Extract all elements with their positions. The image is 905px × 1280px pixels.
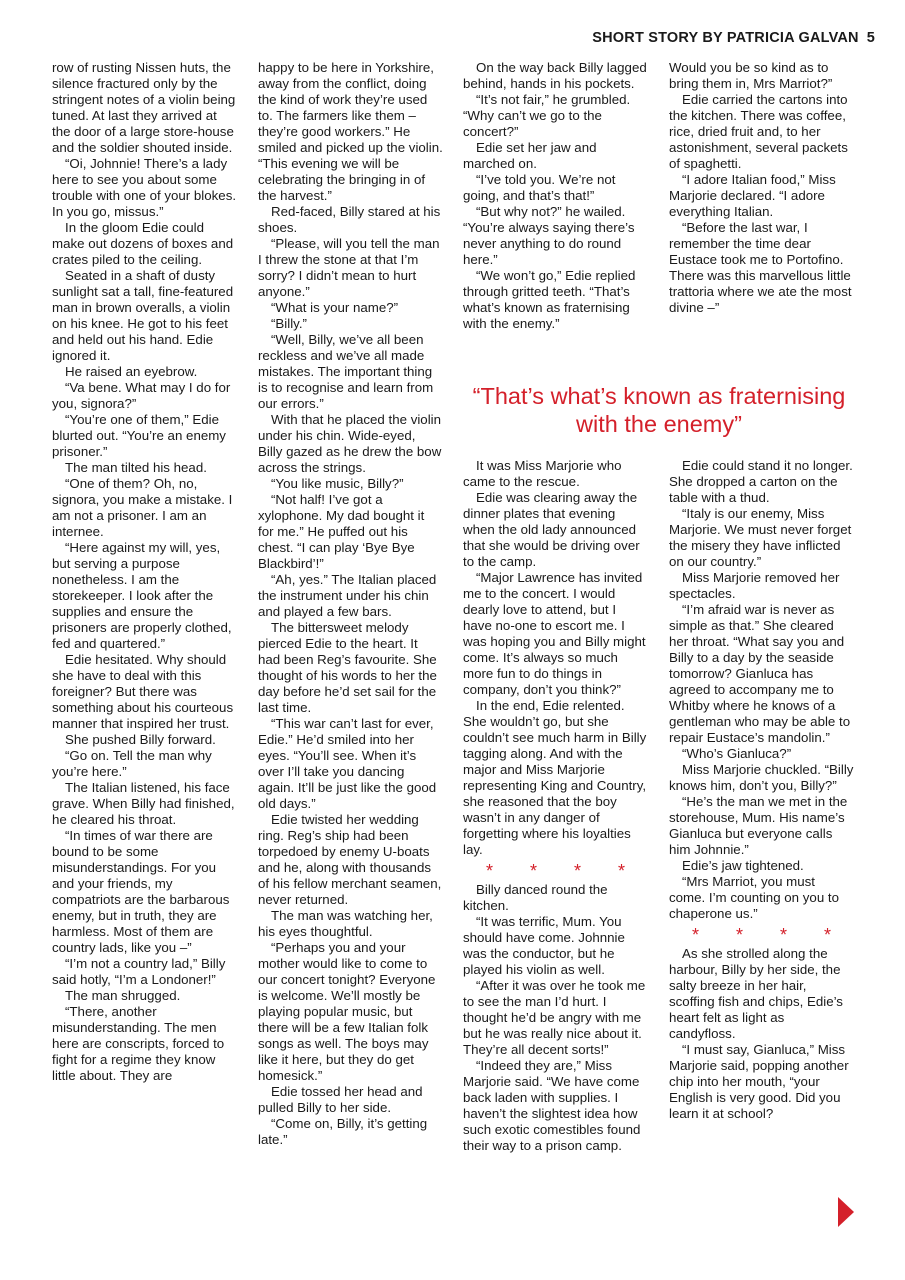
- section-break-stars: * * * *: [485, 861, 642, 881]
- paragraph: “Mrs Marriot, you must come. I’m counting on you to chaperone us.”: [669, 874, 839, 921]
- paragraph: “You’re one of them,” Edie blurted out. “You’re an enemy prisoner.”: [52, 412, 226, 459]
- paragraph: The bittersweet melody pierced Edie to the heart. It had been Reg’s favourite. She thought of his words to her the day before he’d set sail for the last time.: [258, 620, 437, 715]
- column-1: [52, 60, 237, 1084]
- paragraph: “He’s the man we met in the storehouse, Mum. His name’s Gianluca but everyone calls him Johnnie.”: [669, 794, 848, 857]
- paragraph: “Italy is our enemy, Miss Marjorie. We must never forget the misery they have inflicted on our country.”: [669, 506, 852, 569]
- paragraph: row of rusting Nissen huts, the silence fractured only by the stringent notes of a violin being tuned. At last they arrived at the door of a large store-house and the soldier shouted inside.: [52, 60, 236, 155]
- paragraph: Edie could stand it no longer. She dropped a carton on the table with a thud.: [669, 458, 853, 505]
- paragraph: Edie was clearing away the dinner plates that evening when the old lady announced that she would be driving over to the camp.: [463, 490, 640, 569]
- paragraph: “Oi, Johnnie! There’s a lady here to see you about some trouble with one of your blokes. In you go, missus.”: [52, 156, 237, 219]
- paragraph: “I’m afraid war is never as simple as that.” She cleared her throat. “What say you and Billy to a day by the seaside tomorrow? Gianluca has agreed to accompany me to Whitby where he knows of a gentleman who may be able to repair Eustace’s mandolin.”: [669, 602, 851, 745]
- paragraph: happy to be here in Yorkshire, away from the conflict, doing the kind of work they’re used to. The farmers like them – they’re good workers.” He smiled and picked up the violin. “This evening we will be celebrating the bringing in of the harvest.”: [258, 60, 443, 203]
- paragraph: Would you be so kind as to bring them in, Mrs Marriot?”: [669, 60, 833, 91]
- paragraph: She pushed Billy forward.: [65, 732, 216, 747]
- paragraph: On the way back Billy lagged behind, hands in his pockets.: [463, 60, 647, 91]
- paragraph: Edie hesitated. Why should she have to deal with this foreigner? But there was something about his courteous manner that inspired her trust.: [52, 652, 234, 731]
- paragraph: “I’m not a country lad,” Billy said hotly, “I’m a Londoner!”: [52, 956, 226, 987]
- paragraph: “In times of war there are bound to be some misunderstandings. For you and your friends, my compatriots are the barbarous enemy, but in truth, they are harmless. Most of them are country lads, like you –”: [52, 828, 230, 955]
- paragraph: “Va bene. What may I do for you, signora?”: [52, 380, 231, 411]
- paragraph: “Billy.”: [271, 316, 307, 331]
- paragraph: “Ah, yes.” The Italian placed the instrument under his chin and played a few bars.: [258, 572, 437, 619]
- paragraph: Miss Marjorie removed her spectacles.: [669, 570, 840, 601]
- paragraph: “We won’t go,” Edie replied through gritted teeth. “That’s what’s known as fraternising with the enemy.”: [463, 268, 636, 331]
- paragraph: The man shrugged.: [65, 988, 181, 1003]
- paragraph: “Here against my will, yes, but serving a purpose nonetheless. I am the storekeeper. I look after the supplies and ensure the prisoners are properly clothed, fed and quartered.”: [52, 540, 232, 651]
- paragraph: “Please, will you tell the man I threw the stone at that I’m sorry? I didn’t mean to hurt anyone.”: [258, 236, 440, 299]
- column-4: [669, 60, 854, 316]
- paragraph: Edie carried the cartons into the kitchen. There was coffee, rice, dried fruit and, to her astonishment, several packets of spaghetti.: [669, 92, 848, 171]
- paragraph: “It’s not fair,” he grumbled. “Why can’t we go to the concert?”: [463, 92, 631, 139]
- column-6: [669, 458, 854, 1122]
- paragraph: Edie’s jaw tightened.: [682, 858, 804, 873]
- pull-quote: “That’s what’s known as fraternising with the enemy”: [472, 383, 846, 437]
- paragraph: “I’ve told you. We’re not going, and that’s that!”: [463, 172, 616, 203]
- column-3: [463, 60, 648, 332]
- paragraph: “Who’s Gianluca?”: [682, 746, 792, 761]
- paragraph: In the end, Edie relented. She wouldn’t go, but she couldn’t see much harm in Billy tagging along. And with the major and Miss Marjorie representing King and Country, she reasoned that the boy wasn’t in any danger of forgetting where his loyalties lay.: [463, 698, 647, 857]
- page-number: 5: [866, 30, 875, 46]
- paragraph: “But why not?” he wailed. “You’re always saying there’s never anything to do round here.”: [463, 204, 635, 267]
- paragraph: Miss Marjorie chuckled. “Billy knows him, don’t you, Billy?”: [669, 762, 854, 793]
- paragraph: “After it was over he took me to see the man I’d hurt. I thought he’d be angry with me but he was really nice about it. They’re all decent sorts!”: [463, 978, 646, 1057]
- paragraph: “I adore Italian food,” Miss Marjorie declared. “I adore everything Italian.: [669, 172, 836, 219]
- paragraph: Edie tossed her head and pulled Billy to her side.: [258, 1084, 423, 1115]
- paragraph: “Before the last war, I remember the time dear Eustace took me to Portofino. There was this marvellous little trattoria where we ate the most divine –”: [669, 220, 852, 315]
- paragraph: “Not half! I’ve got a xylophone. My dad bought it for me.” He puffed out his chest. “I can play ‘Bye Bye Blackbird’!”: [258, 492, 425, 571]
- paragraph: Edie twisted her wedding ring. Reg’s ship had been torpedoed by enemy U-boats and he, along with thousands of his fellow merchant seamen, never returned.: [258, 812, 442, 907]
- paragraph: “One of them? Oh, no, signora, you make a mistake. I am not a prisoner. I am an internee.: [52, 476, 233, 539]
- paragraph: Edie set her jaw and marched on.: [463, 140, 597, 171]
- paragraph: The Italian listened, his face grave. When Billy had finished, he cleared his throat.: [52, 780, 235, 827]
- paragraph: “What is your name?”: [271, 300, 399, 315]
- paragraph: Seated in a shaft of dusty sunlight sat a tall, fine-featured man in brown overalls, a violin on his knee. He got to his feet and held out his hand. Edie ignored it.: [52, 268, 234, 363]
- paragraph: “Major Lawrence has invited me to the concert. I would dearly love to attend, but I have no-one to escort me. I was hoping you and Billy might come. It’s always so much more fun to do things in company, don’t you think?”: [463, 570, 646, 697]
- paragraph: “It was terrific, Mum. You should have come. Johnnie was the conductor, but he played his violin as well.: [463, 914, 625, 977]
- paragraph: Billy danced round the kitchen.: [463, 882, 608, 913]
- paragraph: “Perhaps you and your mother would like to come to our concert tonight? Everyone is welcome. We’ll mostly be playing popular music, but there will be a few Italian folk songs as well. The boys may like it here, but they do get homesick.”: [258, 940, 436, 1083]
- section-break-stars: * * * *: [691, 925, 848, 945]
- paragraph: “Come on, Billy, it’s getting late.”: [258, 1116, 428, 1147]
- paragraph: “There, another misunderstanding. The men here are conscripts, forced to fight for a regime they know little about. They are: [52, 1004, 225, 1083]
- paragraph: The man tilted his head.: [65, 460, 207, 475]
- paragraph: Red-faced, Billy stared at his shoes.: [258, 204, 441, 235]
- continue-arrow-icon: [838, 1197, 854, 1227]
- paragraph: “You like music, Billy?”: [271, 476, 404, 491]
- story-byline: SHORT STORY BY PATRICIA GALVAN: [592, 30, 859, 46]
- paragraph: “Go on. Tell the man why you’re here.”: [52, 748, 212, 779]
- paragraph: He raised an eyebrow.: [65, 364, 198, 379]
- column-2: [258, 60, 443, 1148]
- paragraph: “I must say, Gianluca,” Miss Marjorie said, popping another chip into her mouth, “your English is very good. Did you learn it at school?: [669, 1042, 849, 1121]
- paragraph: “Well, Billy, we’ve all been reckless and we’ve all made mistakes. The important thing is to recognise and learn from our errors.”: [258, 332, 434, 411]
- paragraph: In the gloom Edie could make out dozens of boxes and crates piled to the ceiling.: [52, 220, 234, 267]
- paragraph: As she strolled along the harbour, Billy by her side, the salty breeze in her hair, scoffing fish and chips, Edie’s heart felt as light as candyfloss.: [669, 946, 843, 1041]
- page-header: [592, 30, 875, 54]
- paragraph: It was Miss Marjorie who came to the rescue.: [463, 458, 622, 489]
- paragraph: The man was watching her, his eyes thoughtful.: [258, 908, 433, 939]
- column-5: [463, 458, 648, 1154]
- paragraph: “This war can’t last for ever, Edie.” He’d smiled into her eyes. “You’ll see. When it’s over I’ll take you dancing again. It’ll be just like the good old days.”: [258, 716, 437, 811]
- paragraph: “Indeed they are,” Miss Marjorie said. “We have come back laden with supplies. I haven’t the slightest idea how such exotic comestibles found their way to a prison camp.: [463, 1058, 641, 1153]
- paragraph: With that he placed the violin under his chin. Wide-eyed, Billy gazed as he drew the bow across the strings.: [258, 412, 442, 475]
